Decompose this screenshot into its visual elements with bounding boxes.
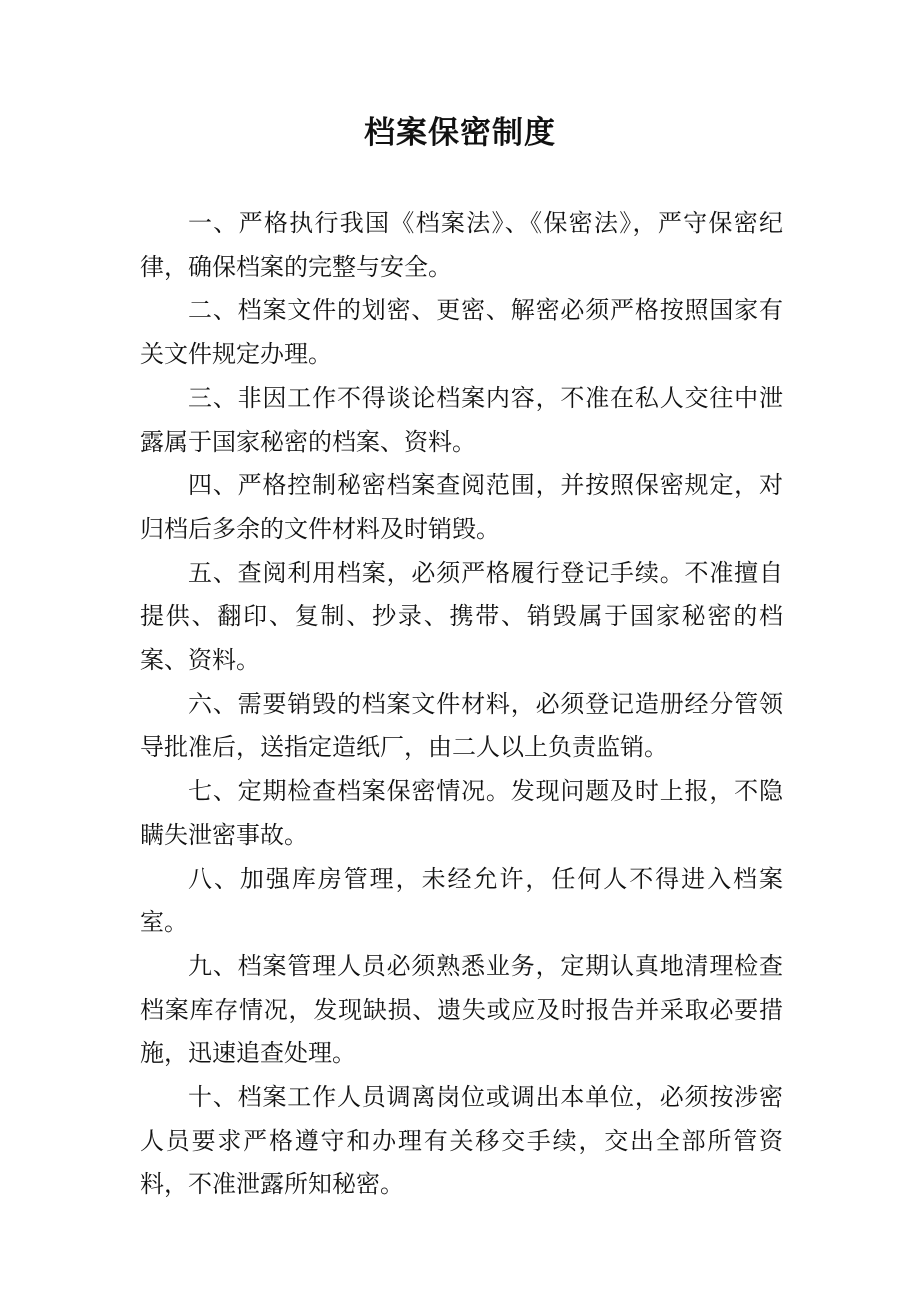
paragraph-4: 四、严格控制秘密档案查阅范围，并按照保密规定，对归档后多余的文件材料及时销毁。 <box>140 471 783 543</box>
paragraph-3: 三、非因工作不得谈论档案内容，不准在私人交往中泄露属于国家秘密的档案、资料。 <box>140 383 783 456</box>
paragraph-6: 六、需要销毁的档案文件材料，必须登记造册经分管领导批准后，送指定造纸厂，由二人以上负责监销。 <box>140 689 783 762</box>
paragraph-5: 五、查阅利用档案，必须严格履行登记手续。不准擅自提供、翻印、复制、抄录、携带、销毁属于国家秘密的档案、资料。 <box>140 558 783 675</box>
paragraph-9: 九、档案管理人员必须熟悉业务，定期认真地清理检查档案库存情况，发现缺损、遗失或应及时报告并采取必要措施，迅速追查处理。 <box>140 951 783 1068</box>
document-title: 档案保密制度 <box>364 115 556 151</box>
paragraph-10: 十、档案工作人员调离岗位或调出本单位，必须按涉密人员要求严格遵守和办理有关移交手续，交出全部所管资料，不准泄露所知秘密。 <box>140 1083 783 1199</box>
document-body <box>140 202 783 1207</box>
paragraph-7: 七、定期检查档案保密情况。发现问题及时上报，不隐瞒失泄密事故。 <box>140 777 783 849</box>
paragraph-2: 二、档案文件的划密、更密、解密必须严格按照国家有关文件规定办理。 <box>140 296 783 369</box>
paragraph-8: 八、加强库房管理，未经允许，任何人不得进入档案室。 <box>140 864 783 937</box>
paragraph-1: 一、严格执行我国《档案法》、《保密法》，严守保密纪律，确保档案的完整与安全。 <box>140 209 783 281</box>
